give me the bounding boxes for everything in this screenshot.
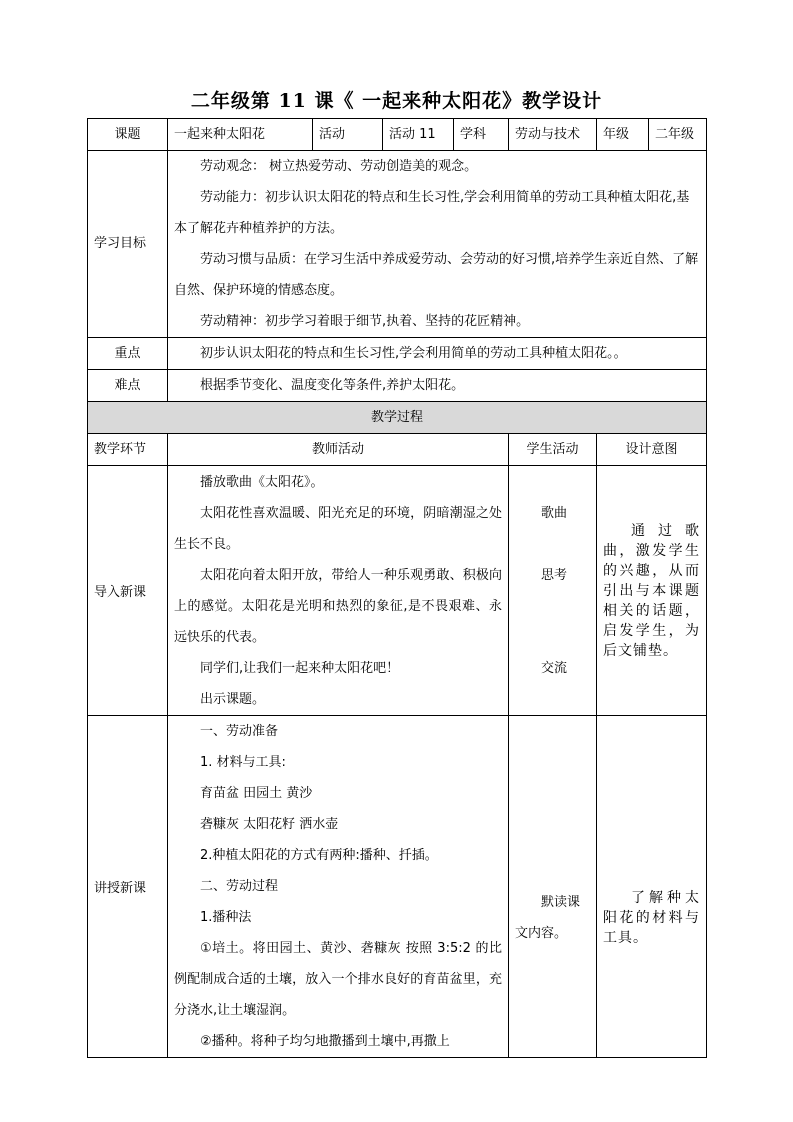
difficulty-label: 难点 [88, 370, 168, 402]
column-header-row [88, 434, 707, 466]
intro-teacher-activity [168, 466, 509, 716]
intro-row [88, 466, 707, 716]
lesson-line: 二、劳动过程 [200, 879, 279, 894]
intro-teacher-line: 播放歌曲《太阳花》。 [200, 474, 324, 490]
col-intent-header: 设计意图 [597, 434, 707, 466]
col-student-header: 学生活动 [509, 434, 597, 466]
grade-value: 二年级 [649, 119, 707, 151]
lesson-plan-table [87, 118, 707, 1058]
intro-student-item: 思考 [541, 567, 568, 583]
intro-teacher-line: 太阳花性喜欢温暖、阳光充足的环境，阴暗潮湿之处生长不良。 [174, 505, 502, 552]
new-lesson-design-intent: 了解种太阳花的材料与工具。 [597, 716, 707, 1058]
intro-student-activity [509, 466, 597, 716]
process-header: 教学过程 [88, 402, 707, 434]
lesson-line: ①培土。将田园土、黄沙、砻糠灰 按照 3:5:2 的比例配制成合适的土壤，放入一个排水良好的育苗盆里，充分浇水,让土壤湿润。 [174, 941, 502, 1018]
key-point-row [88, 338, 707, 370]
objectives-content [168, 151, 707, 338]
topic-value: 一起来种太阳花 [168, 119, 313, 151]
objectives-label: 学习目标 [88, 151, 168, 338]
objectives-row [88, 151, 707, 338]
intro-teacher-line: 出示课题。 [200, 691, 266, 707]
new-lesson-student-activity [509, 716, 597, 1058]
lesson-line: 砻糠灰 太阳花籽 洒水壶 [200, 817, 339, 832]
key-point-label: 重点 [88, 338, 168, 370]
lesson-line: 育苗盆 田园土 黄沙 [200, 786, 313, 801]
key-point-text: 初步认识太阳花的特点和生长习性,学会利用简单的劳动工具种植太阳花。。 [168, 338, 707, 370]
col-stage-header: 教学环节 [88, 434, 168, 466]
objective-concept: 劳动观念： 树立热爱劳动、劳动创造美的观念。 [200, 159, 478, 174]
activity-label: 活动 [313, 119, 383, 151]
new-lesson-teacher-activity [168, 716, 509, 1058]
subject-label: 学科 [454, 119, 509, 151]
lesson-line: 2.种植太阳花的方式有两种:播种、扦插。 [200, 848, 438, 863]
lesson-line: 1.播种法 [200, 910, 252, 925]
new-lesson-stage: 讲授新课 [88, 716, 168, 1058]
subject-value: 劳动与技术 [509, 119, 597, 151]
objective-ability: 劳动能力：初步认识太阳花的特点和生长习性,学会利用简单的劳动工具种植太阳花,基本了解花卉种植养护的方法。 [174, 190, 690, 236]
document-title: 二年级第 11 课《 一起来种太阳花》教学设计 [190, 90, 603, 112]
grade-label: 年级 [597, 119, 649, 151]
col-teacher-header: 教师活动 [168, 434, 509, 466]
lesson-line: 1. 材料与工具: [200, 755, 286, 770]
intro-student-item: 交流 [541, 660, 568, 676]
process-header-row [88, 402, 707, 434]
intro-teacher-line: 太阳花向着太阳开放，带给人一种乐观勇敢、积极向上的感觉。太阳花是光明和热烈的象征,是不畏艰难、永远快乐的代表。 [174, 567, 502, 645]
activity-value: 活动 11 [383, 119, 454, 151]
lesson-line: 一、劳动准备 [200, 724, 279, 739]
objective-spirit: 劳动精神：初步学习着眼于细节,执着、坚持的花匠精神。 [200, 314, 530, 329]
topic-label: 课题 [88, 119, 168, 151]
difficulty-row [88, 370, 707, 402]
intro-stage: 导入新课 [88, 466, 168, 716]
intro-teacher-line: 同学们,让我们一起来种太阳花吧！ [200, 660, 400, 676]
lesson-line: ②播种。将种子均匀地撒播到土壤中,再撒上 [200, 1034, 450, 1049]
intro-student-item: 歌曲 [541, 505, 568, 521]
objective-habit: 劳动习惯与品质：在学习生活中养成爱劳动、会劳动的好习惯,培养学生亲近自然、了解自然、保护环境的情感态度。 [174, 252, 699, 298]
new-lesson-row [88, 716, 707, 1058]
info-row [88, 119, 707, 151]
difficulty-text: 根据季节变化、温度变化等条件,养护太阳花。 [168, 370, 707, 402]
lesson-student-text: 默读课文内容。 [515, 894, 581, 941]
intro-design-intent: 通过歌曲，激发学生的兴趣，从而引出与本课题相关的话题，启发学生，为后文铺垫。 [597, 466, 707, 716]
